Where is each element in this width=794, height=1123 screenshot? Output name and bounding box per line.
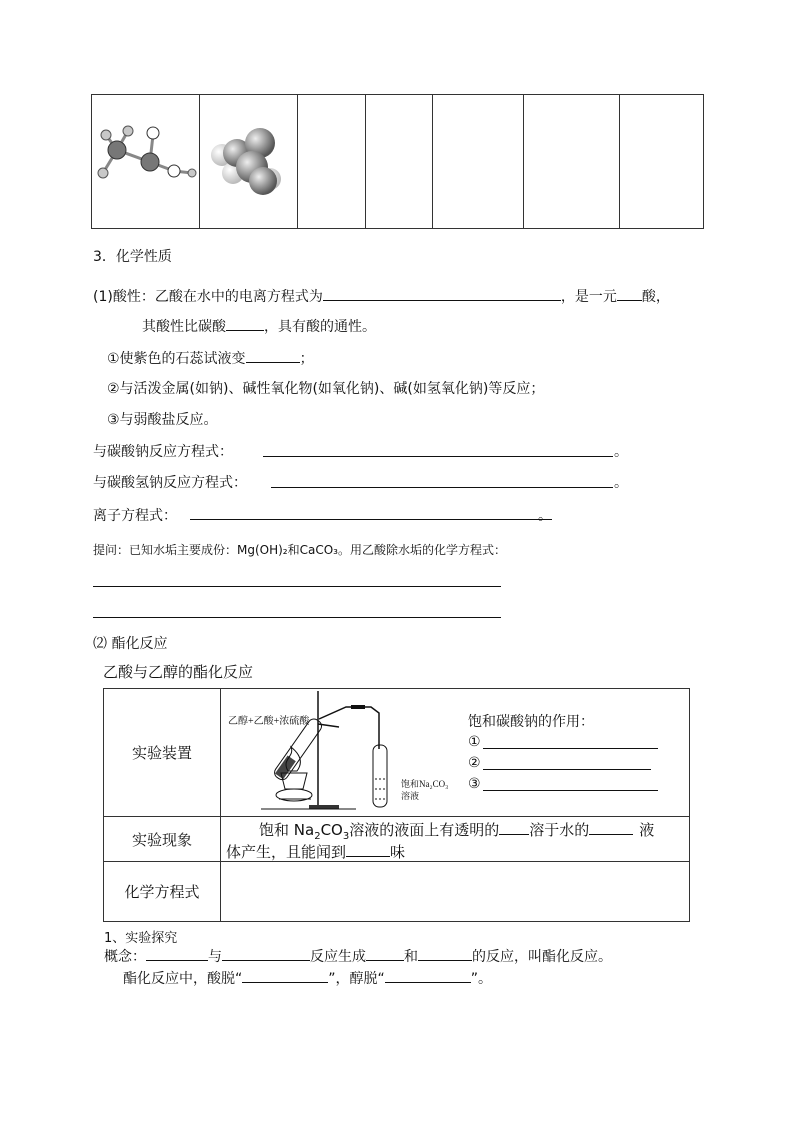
period: 。 (614, 475, 628, 491)
phenomenon-blank-2[interactable] (589, 820, 633, 835)
na2co3-equation-blank[interactable] (263, 456, 613, 457)
acidity-text-a: (1)酸性：乙酸在水中的电离方程式为 (93, 289, 323, 305)
acid-removes-blank[interactable] (242, 968, 328, 983)
role-item-2 (468, 755, 481, 771)
period: 。 (538, 508, 552, 524)
equation-cell[interactable] (221, 862, 690, 922)
acid-type-blank[interactable] (617, 286, 642, 301)
empty-cell (298, 95, 366, 229)
empty-cell (620, 95, 704, 229)
ionic-equation-label: 离子方程式： (93, 508, 177, 524)
role-item-3 (468, 776, 481, 792)
answer-blank-1[interactable] (93, 586, 501, 587)
ball-and-stick-model-image (92, 95, 199, 224)
role-item-1 (468, 734, 481, 750)
phenomenon-blank-1[interactable] (499, 820, 529, 835)
concept-blank-2[interactable] (222, 946, 310, 961)
na2co3-equation-label: 与碳酸钠反应方程式： (93, 444, 233, 460)
ester-rule-line: 酯化反应中，酸脱“ ”，醇脱“ ”。 (123, 968, 492, 988)
empty-cell (524, 95, 620, 229)
role-blank-3[interactable] (483, 790, 658, 791)
litmus-color-blank[interactable] (246, 348, 300, 363)
phenomenon-label: 实验现象 (104, 817, 221, 862)
phenomenon-line-2: 体产生，且能闻到 味 (226, 843, 406, 861)
role-blank-1[interactable] (483, 748, 658, 749)
ball-and-stick-model-cell (92, 95, 200, 229)
ionic-equation-blank[interactable] (190, 519, 552, 520)
acidity-compare-blank[interactable] (226, 316, 264, 331)
role-blank-2[interactable] (483, 769, 651, 770)
experiment-table (103, 688, 690, 922)
equation-label: 化学方程式 (104, 862, 221, 922)
space-filling-model-image (200, 95, 297, 224)
acidity-text-b: ，是一元 (560, 289, 617, 305)
exploration-heading: 1、实验探究 (104, 931, 178, 946)
acidity-line-1 (93, 286, 670, 306)
property-item-2: ②与活泼金属(如钠)、碱性氧化物(如氧化钠)、碱(如氢氧化钠)等反应； (107, 381, 545, 397)
phenomenon-blank-3[interactable] (346, 842, 390, 857)
concept-blank-4[interactable] (418, 946, 472, 961)
space-filling-model-cell (200, 95, 298, 229)
acidity-compare-text: 其酸性比碳酸 (142, 319, 226, 335)
phenomenon-cell (221, 817, 690, 862)
concept-blank-1[interactable] (146, 946, 208, 961)
phenomenon-line-1: 饱和 $Na_2CO_3$溶液的液面上有透明的 溶于水的 液 (259, 821, 655, 842)
property-item-1 (107, 348, 314, 368)
role-number: ② (468, 755, 481, 771)
ionization-equation-blank[interactable] (323, 286, 561, 301)
empty-cell (366, 95, 433, 229)
alcohol-removes-blank[interactable] (385, 968, 471, 983)
role-number: ③ (468, 776, 481, 792)
acidity-line-2 (142, 316, 376, 336)
semicolon: ； (299, 351, 314, 367)
concept-blank-3[interactable] (366, 946, 404, 961)
empty-cell (433, 95, 524, 229)
litmus-text: ①使紫色的石蕊试液变 (107, 351, 246, 367)
esterification-subheading: 乙酸与乙醇的酯化反应 (103, 663, 254, 681)
question-text: 提问：已知水垢主要成份：Mg(OH)₂和CaCO₃。用乙酸除水垢的化学方程式： (93, 543, 506, 557)
receiver-label-2: 溶液 (401, 791, 420, 801)
na2co3-equation-row (93, 441, 233, 461)
nahco3-equation-blank[interactable] (271, 487, 613, 488)
acidity-text-c: 酸， (641, 289, 670, 305)
apparatus-cell (221, 689, 690, 817)
apparatus-label: 实验装置 (104, 689, 221, 817)
acidity-general-text: ，具有酸的通性。 (264, 319, 376, 335)
answer-blank-2[interactable] (93, 617, 501, 618)
esterification-heading: ⑵ 酯化反应 (93, 636, 168, 652)
nahco3-equation-label: 与碳酸氢钠反应方程式： (93, 475, 247, 491)
molecule-model-table (91, 94, 704, 229)
section-heading: 3．化学性质 (93, 249, 172, 265)
sodium-carbonate-role-title: 饱和碳酸钠的作用： (468, 714, 594, 730)
apparatus-diagram (221, 689, 461, 815)
reagents-label: 乙醇+乙酸+浓硫酸 (228, 716, 310, 727)
role-number: ① (468, 734, 481, 750)
period: 。 (614, 444, 628, 460)
concept-line: 概念： 与 反应生成 和 的反应，叫酯化反应。 (104, 946, 612, 966)
property-item-3: ③与弱酸盐反应。 (107, 412, 218, 428)
receiver-label: 饱和Na₂CO₃ (401, 779, 449, 789)
